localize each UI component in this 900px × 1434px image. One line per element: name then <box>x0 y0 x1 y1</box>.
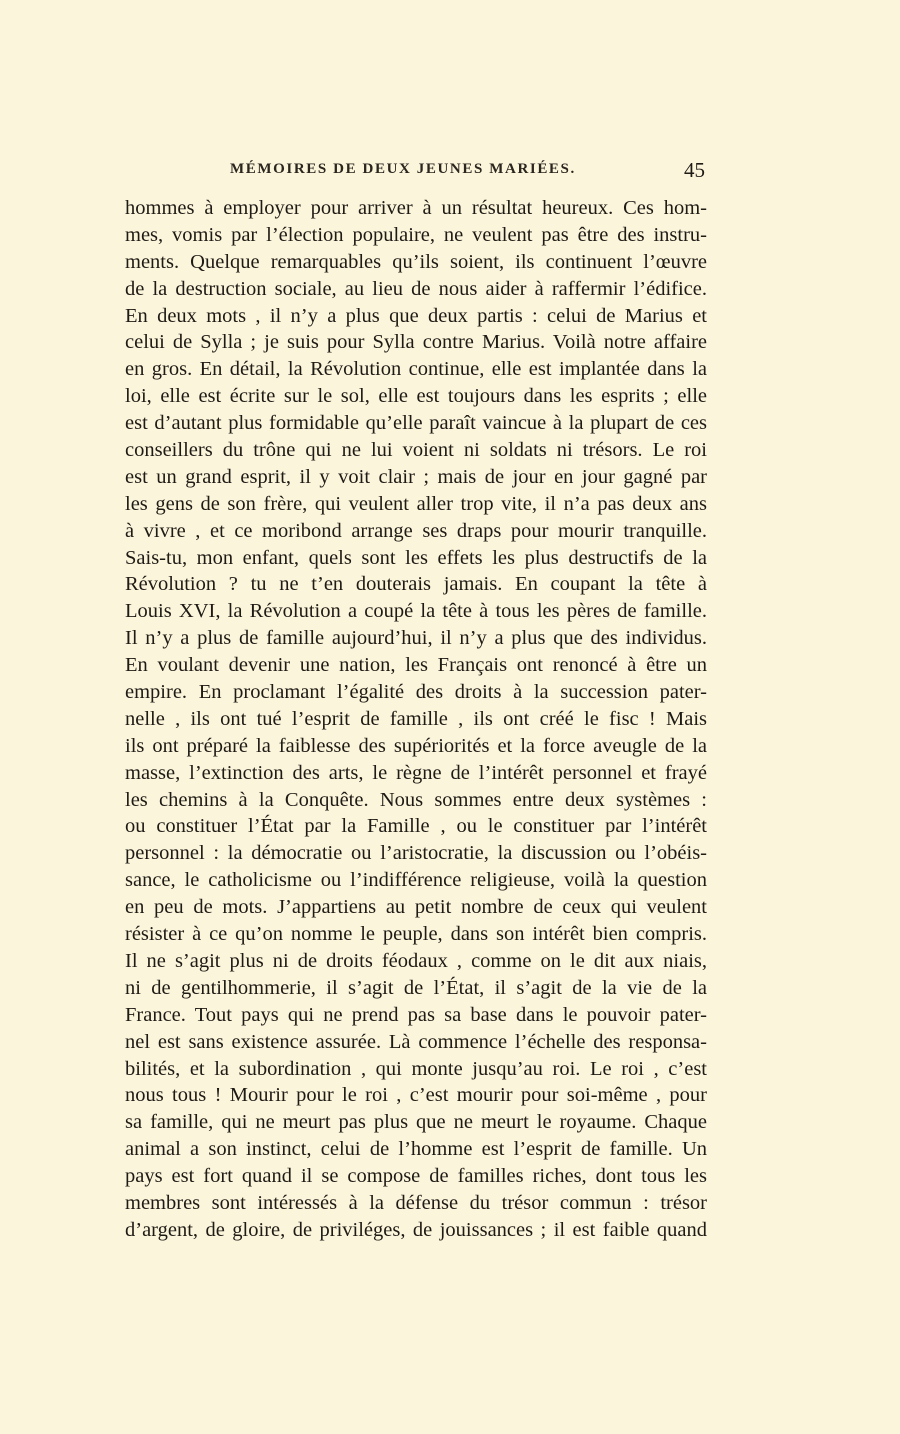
text-line: bilités, et la subordination , qui monte jusqu’au roi. Le roi , c’est <box>125 1057 707 1080</box>
text-line: d’argent, de gloire, de priviléges, de jouissances ; il est faible quand <box>125 1218 707 1241</box>
text-line: conseillers du trône qui ne lui voient ni soldats ni trésors. Le roi <box>125 439 707 462</box>
text-line: celui de Sylla ; je suis pour Sylla contre Marius. Voilà notre affaire <box>125 331 707 354</box>
text-line: ments. Quelque remarquables qu’ils soient, ils continuent l’œuvre <box>125 250 707 273</box>
page-body-text <box>125 195 707 1244</box>
text-line: les chemins à la Conquête. Nous sommes entre deux systèmes : <box>125 788 707 811</box>
text-line: hommes à employer pour arriver à un résultat heureux. Ces hom- <box>125 197 707 219</box>
text-line: pays est fort quand il se compose de familles riches, dont tous les <box>125 1165 707 1188</box>
text-line: est d’autant plus formidable qu’elle paraît vaincue à la plupart de ces <box>125 412 707 435</box>
text-line: sa famille, qui ne meurt pas plus que ne meurt le royaume. Chaque <box>125 1111 707 1134</box>
running-title: MÉMOIRES DE DEUX JEUNES MARIÉES. <box>230 161 576 177</box>
text-line: En voulant devenir une nation, les Français ont renoncé à être un <box>125 654 707 677</box>
page-header <box>125 158 705 182</box>
text-line: loi, elle est écrite sur le sol, elle est toujours dans les esprits ; elle <box>125 385 707 408</box>
text-line: ils ont préparé la faiblesse des supériorités et la force aveugle de la <box>125 734 707 757</box>
text-line: en peu de mots. J’appartiens au petit nombre de ceux qui veulent <box>125 896 707 919</box>
text-line: masse, l’extinction des arts, le règne de l’intérêt personnel et frayé <box>125 761 707 784</box>
text-line: empire. En proclamant l’égalité des droits à la succession pater- <box>125 681 707 704</box>
text-line: ni de gentilhommerie, il s’agit de l’État, il s’agit de la vie de la <box>125 976 707 999</box>
text-line: En deux mots , il n’y a plus que deux partis : celui de Marius et <box>125 304 707 327</box>
text-line: Sais-tu, mon enfant, quels sont les effets les plus destructifs de la <box>125 546 707 569</box>
text-line: Révolution ? tu ne t’en douterais jamais. En coupant la tête à <box>125 573 707 596</box>
page-number: 45 <box>684 158 705 182</box>
text-line: est un grand esprit, il y voit clair ; mais de jour en jour gagné par <box>125 465 707 488</box>
text-line: nous tous ! Mourir pour le roi , c’est mourir pour soi-même , pour <box>125 1084 707 1107</box>
text-line: ou constituer l’État par la Famille , ou le constituer par l’intérêt <box>125 815 707 838</box>
text-line: à vivre , et ce moribond arrange ses draps pour mourir tranquille. <box>125 519 707 542</box>
text-line: nel est sans existence assurée. Là commence l’échelle des responsa- <box>125 1030 707 1053</box>
text-line: nelle , ils ont tué l’esprit de famille , ils ont créé le fisc ! Mais <box>125 707 707 730</box>
text-line: animal a son instinct, celui de l’homme est l’esprit de famille. Un <box>125 1138 707 1161</box>
text-line: personnel : la démocratie ou l’aristocratie, la discussion ou l’obéis- <box>125 842 707 865</box>
text-line: membres sont intéressés à la défense du trésor commun : trésor <box>125 1191 707 1214</box>
text-line: Il ne s’agit plus ni de droits féodaux , comme on le dit aux niais, <box>125 949 707 972</box>
text-line: de la destruction sociale, au lieu de nous aider à raffermir l’édifice. <box>125 277 707 300</box>
text-line: résister à ce qu’on nomme le peuple, dans son intérêt bien compris. <box>125 923 707 946</box>
text-line: mes, vomis par l’élection populaire, ne veulent pas être des instru- <box>125 223 707 246</box>
text-line: France. Tout pays qui ne prend pas sa base dans le pouvoir pater- <box>125 1003 707 1026</box>
text-line: sance, le catholicisme ou l’indifférence religieuse, voilà la question <box>125 869 707 892</box>
text-line: en gros. En détail, la Révolution continue, elle est implantée dans la <box>125 358 707 381</box>
text-line: les gens de son frère, qui veulent aller trop vite, il n’a pas deux ans <box>125 492 707 515</box>
text-line: Il n’y a plus de famille aujourd’hui, il n’y a plus que des individus. <box>125 627 707 650</box>
text-line: Louis XVI, la Révolution a coupé la tête à tous les pères de famille. <box>125 600 707 623</box>
